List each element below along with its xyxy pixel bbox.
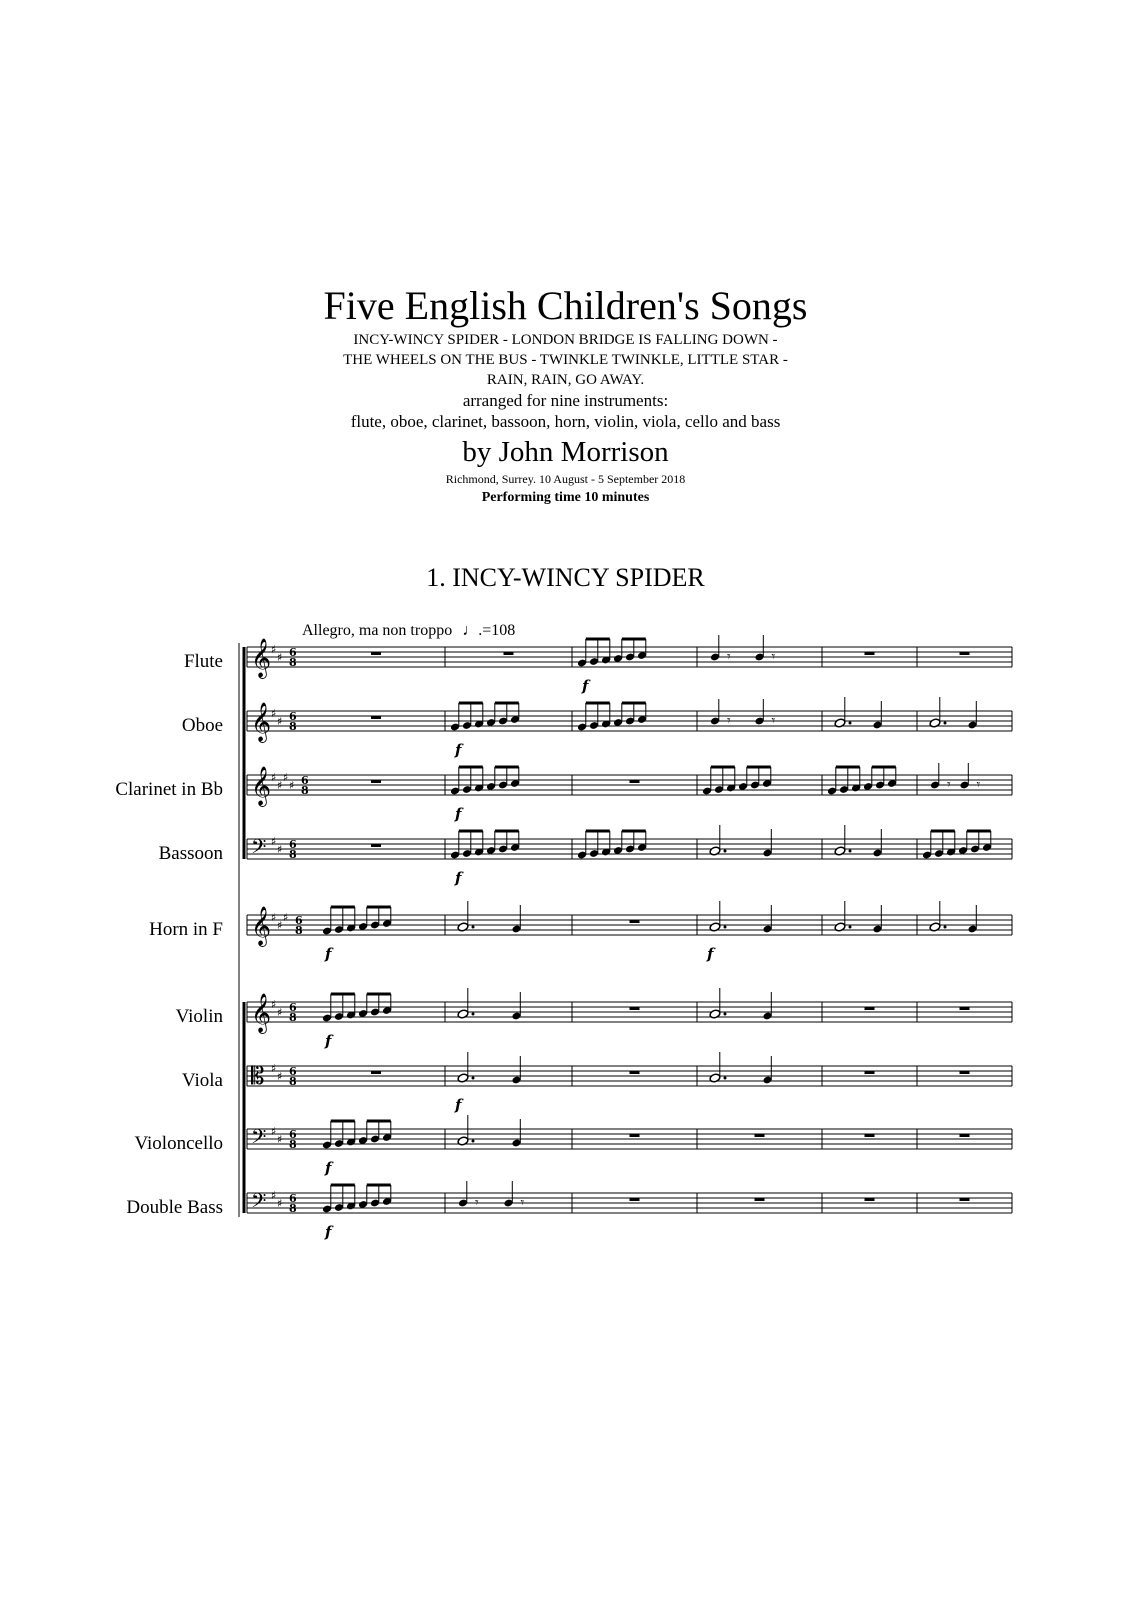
- sharp-icon: ♯: [277, 651, 283, 664]
- time-signature-top: 6: [289, 1001, 297, 1014]
- movement-title: 1. INCY-WINCY SPIDER: [426, 563, 705, 592]
- sharp-icon: ♯: [277, 1133, 283, 1146]
- sharp-icon: ♯: [277, 779, 283, 792]
- eighth-rest-icon: 𝄾: [947, 777, 951, 793]
- dot-icon: [724, 1013, 727, 1016]
- performing-time: Performing time 10 minutes: [481, 490, 650, 505]
- whole-rest-icon: [371, 844, 381, 847]
- eighth-rest-icon: 𝄾: [976, 777, 981, 793]
- whole-rest-icon: [630, 1071, 640, 1074]
- sharp-icon: ♯: [271, 771, 277, 784]
- dot-icon: [944, 926, 947, 929]
- time-signature-bottom: 8: [289, 720, 297, 733]
- subtitle-line-3: RAIN, RAIN, GO AWAY.: [486, 372, 645, 388]
- instrument-label-flute: Flute: [183, 651, 223, 672]
- dynamic-forte: f: [325, 1032, 332, 1050]
- bass-clef-icon: 𝄢: [251, 1189, 267, 1217]
- time-signature-bottom: 8: [289, 1202, 297, 1215]
- dynamic-forte: f: [707, 945, 714, 963]
- dynamic-forte: f: [325, 1223, 332, 1241]
- dot-icon: [849, 722, 852, 725]
- dynamic-forte: f: [325, 1159, 332, 1177]
- sharp-icon: ♯: [271, 1125, 277, 1138]
- sharp-icon: ♯: [271, 911, 277, 924]
- sharp-icon: ♯: [271, 1062, 277, 1075]
- whole-rest-icon: [504, 652, 514, 655]
- instrument-label-double-bass: Double Bass: [126, 1197, 223, 1218]
- sharp-icon: ♯: [289, 779, 295, 792]
- time-signature-top: 6: [289, 838, 297, 851]
- whole-rest-icon: [630, 780, 640, 783]
- time-signature-bottom: 8: [295, 924, 303, 937]
- sharp-icon: ♯: [277, 843, 283, 856]
- eighth-rest-icon: 𝄾: [520, 1195, 525, 1211]
- sharp-icon: ♯: [271, 643, 277, 656]
- time-signature-bottom: 8: [289, 1011, 297, 1024]
- instrument-label-cello: Violoncello: [134, 1133, 223, 1154]
- whole-rest-icon: [865, 1071, 875, 1074]
- time-signature-bottom: 8: [289, 656, 297, 669]
- dynamic-forte: f: [455, 741, 462, 759]
- sharp-icon: ♯: [277, 1197, 283, 1210]
- time-signature-bottom: 8: [301, 784, 309, 797]
- sharp-icon: ♯: [277, 919, 283, 932]
- eighth-rest-icon: 𝄾: [771, 713, 776, 729]
- score-title: Five English Children's Songs: [323, 283, 808, 328]
- eighth-rest-icon: 𝄾: [475, 1195, 479, 1211]
- score-staves: [239, 635, 1012, 1241]
- instrument-label-clarinet: Clarinet in Bb: [115, 779, 223, 800]
- eighth-rest-icon: 𝄾: [771, 649, 776, 665]
- dot-icon: [849, 850, 852, 853]
- instrument-label-bassoon: Bassoon: [158, 843, 223, 864]
- dot-icon: [944, 722, 947, 725]
- bass-clef-icon: 𝄢: [251, 835, 267, 863]
- whole-rest-icon: [865, 652, 875, 655]
- tempo-text: Allegro, ma non troppo: [302, 622, 453, 639]
- whole-rest-icon: [630, 1134, 640, 1137]
- treble-clef-icon: 𝄞: [251, 993, 272, 1033]
- time-signature-bottom: 8: [289, 1075, 297, 1088]
- time-signature-top: 6: [289, 1065, 297, 1078]
- place-date: Richmond, Surrey. 10 August - 5 September 2018: [445, 472, 686, 486]
- dotted-quarter-icon: ♩.: [462, 622, 483, 639]
- whole-rest-icon: [960, 1198, 970, 1201]
- whole-rest-icon: [865, 1198, 875, 1201]
- whole-rest-icon: [960, 1071, 970, 1074]
- instrument-label-horn: Horn in F: [149, 919, 223, 940]
- sharp-icon: ♯: [277, 1070, 283, 1083]
- dot-icon: [472, 1140, 475, 1143]
- sharp-icon: ♯: [283, 771, 289, 784]
- sharp-icon: ♯: [277, 1006, 283, 1019]
- instrument-label-oboe: Oboe: [181, 715, 223, 736]
- eighth-rest-icon: 𝄾: [727, 713, 731, 729]
- dynamic-forte: f: [455, 1096, 462, 1114]
- sharp-icon: ♯: [271, 835, 277, 848]
- whole-rest-icon: [371, 780, 381, 783]
- tempo-value: =108: [482, 622, 516, 639]
- subtitle-line-1: INCY-WINCY SPIDER - LONDON BRIDGE IS FALLING DOWN -: [353, 332, 778, 348]
- whole-rest-icon: [755, 1134, 765, 1137]
- sharp-icon: ♯: [283, 911, 289, 924]
- bass-clef-icon: 𝄢: [251, 1125, 267, 1153]
- whole-rest-icon: [371, 1071, 381, 1074]
- time-signature-top: 6: [295, 914, 303, 927]
- dot-icon: [472, 1013, 475, 1016]
- whole-rest-icon: [371, 716, 381, 719]
- subtitle-line-2: THE WHEELS ON THE BUS - TWINKLE TWINKLE, LITTLE STAR -: [343, 352, 788, 368]
- time-signature-top: 6: [301, 774, 309, 787]
- whole-rest-icon: [960, 652, 970, 655]
- sharp-icon: ♯: [271, 1189, 277, 1202]
- instrument-label-violin: Violin: [175, 1006, 223, 1027]
- dynamic-forte: f: [325, 945, 332, 963]
- whole-rest-icon: [865, 1134, 875, 1137]
- dot-icon: [724, 850, 727, 853]
- whole-rest-icon: [960, 1134, 970, 1137]
- dynamic-forte: f: [455, 869, 462, 887]
- sharp-icon: ♯: [271, 998, 277, 1011]
- dot-icon: [472, 1077, 475, 1080]
- whole-rest-icon: [630, 1198, 640, 1201]
- treble-clef-icon: 𝄞: [251, 906, 272, 946]
- arranged-line-1: arranged for nine instruments:: [462, 391, 669, 410]
- time-signature-top: 6: [289, 710, 297, 723]
- composer: by John Morrison: [462, 436, 669, 468]
- alto-clef-icon: 𝄡: [251, 1062, 265, 1090]
- instrument-label-viola: Viola: [181, 1070, 223, 1091]
- dynamic-forte: f: [582, 677, 589, 695]
- time-signature-bottom: 8: [289, 1138, 297, 1151]
- whole-rest-icon: [630, 920, 640, 923]
- dot-icon: [849, 926, 852, 929]
- whole-rest-icon: [960, 1007, 970, 1010]
- eighth-rest-icon: 𝄾: [727, 649, 731, 665]
- treble-clef-icon: 𝄞: [251, 702, 272, 742]
- time-signature-top: 6: [289, 1192, 297, 1205]
- whole-rest-icon: [630, 1007, 640, 1010]
- dot-icon: [472, 926, 475, 929]
- dynamic-forte: f: [455, 805, 462, 823]
- treble-clef-icon: 𝄞: [251, 766, 272, 806]
- time-signature-top: 6: [289, 646, 297, 659]
- sharp-icon: ♯: [271, 707, 277, 720]
- treble-clef-icon: 𝄞: [251, 638, 272, 678]
- sharp-icon: ♯: [277, 715, 283, 728]
- time-signature-top: 6: [289, 1128, 297, 1141]
- dot-icon: [724, 1077, 727, 1080]
- time-signature-bottom: 8: [289, 848, 297, 861]
- arranged-line-2: flute, oboe, clarinet, bassoon, horn, violin, viola, cello and bass: [350, 412, 781, 431]
- whole-rest-icon: [755, 1198, 765, 1201]
- whole-rest-icon: [865, 1007, 875, 1010]
- dot-icon: [724, 926, 727, 929]
- whole-rest-icon: [371, 652, 381, 655]
